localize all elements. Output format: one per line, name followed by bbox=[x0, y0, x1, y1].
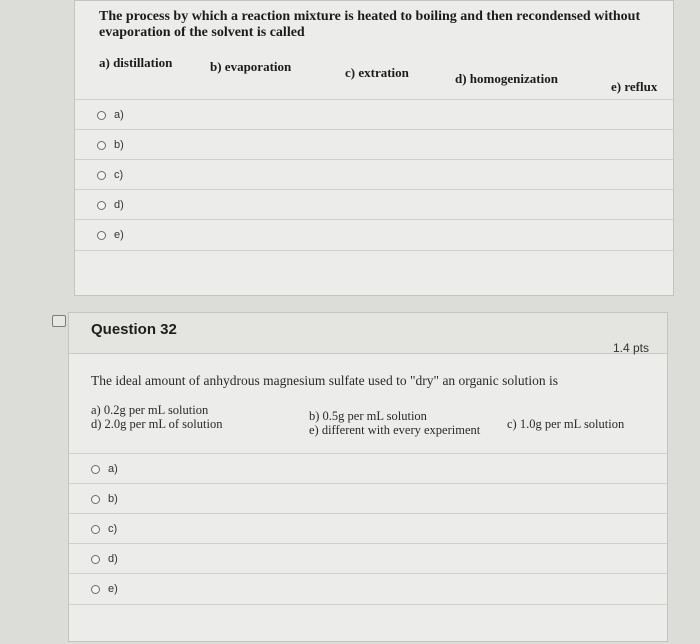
question-32-header bbox=[69, 313, 667, 354]
question-32-answer-d[interactable] bbox=[69, 543, 667, 574]
question-32-choice-a: a) 0.2g per mL solution bbox=[91, 403, 209, 417]
question-32-answer-b[interactable] bbox=[69, 483, 667, 514]
radio-icon[interactable] bbox=[97, 141, 106, 150]
answer-label: c) bbox=[108, 523, 118, 535]
radio-icon[interactable] bbox=[97, 201, 106, 210]
question-31-stem-line2: evaporation of the solvent is called bbox=[99, 25, 305, 40]
question-32-answer-c[interactable] bbox=[69, 513, 667, 544]
question-31-choice-e: e) reflux bbox=[611, 79, 658, 94]
answer-label: b) bbox=[108, 493, 118, 505]
question-31-answer-a[interactable] bbox=[75, 99, 673, 130]
radio-icon[interactable] bbox=[91, 495, 100, 504]
question-31-answer-c[interactable] bbox=[75, 159, 673, 190]
question-31-choice-c: c) extration bbox=[345, 65, 409, 80]
question-32-title: Question 32 bbox=[91, 321, 177, 338]
radio-icon[interactable] bbox=[91, 555, 100, 564]
question-31-answer-e[interactable] bbox=[75, 219, 673, 251]
question-31-choice-a: a) distillation bbox=[99, 55, 173, 70]
answer-label: a) bbox=[114, 109, 124, 121]
answer-label: c) bbox=[114, 169, 124, 181]
radio-icon[interactable] bbox=[97, 171, 106, 180]
question-32-card bbox=[68, 312, 668, 642]
answer-label: e) bbox=[114, 229, 124, 241]
flag-question-icon[interactable] bbox=[52, 315, 66, 327]
question-32-choice-d: d) 2.0g per mL of solution bbox=[91, 417, 223, 431]
question-32-choice-e: e) different with every experiment bbox=[309, 423, 481, 437]
answer-label: a) bbox=[108, 463, 118, 475]
question-31-answer-d[interactable] bbox=[75, 189, 673, 220]
question-32-answer-e[interactable] bbox=[69, 573, 667, 605]
radio-icon[interactable] bbox=[97, 231, 106, 240]
question-32-choice-c: c) 1.0g per mL solution bbox=[507, 417, 625, 431]
radio-icon[interactable] bbox=[97, 111, 106, 120]
question-31-stem-line1: The process by which a reaction mixture is heated to boiling and then recondensed without bbox=[99, 9, 641, 24]
question-32-choice-b: b) 0.5g per mL solution bbox=[309, 409, 427, 423]
question-31-choice-d: d) homogenization bbox=[455, 71, 558, 86]
answer-label: b) bbox=[114, 139, 124, 151]
radio-icon[interactable] bbox=[91, 585, 100, 594]
question-31-card bbox=[74, 0, 674, 296]
question-32-points: 1.4 pts bbox=[612, 341, 649, 355]
question-31-choice-b: b) evaporation bbox=[210, 59, 292, 74]
question-32-answer-a[interactable] bbox=[69, 453, 667, 484]
answer-label: e) bbox=[108, 583, 118, 595]
radio-icon[interactable] bbox=[91, 525, 100, 534]
question-31-answer-b[interactable] bbox=[75, 129, 673, 160]
answer-label: d) bbox=[108, 553, 118, 565]
question-32-stem: The ideal amount of anhydrous magnesium sulfate used to "dry" an organic solution is bbox=[91, 373, 559, 388]
radio-icon[interactable] bbox=[91, 465, 100, 474]
answer-label: d) bbox=[114, 199, 124, 211]
